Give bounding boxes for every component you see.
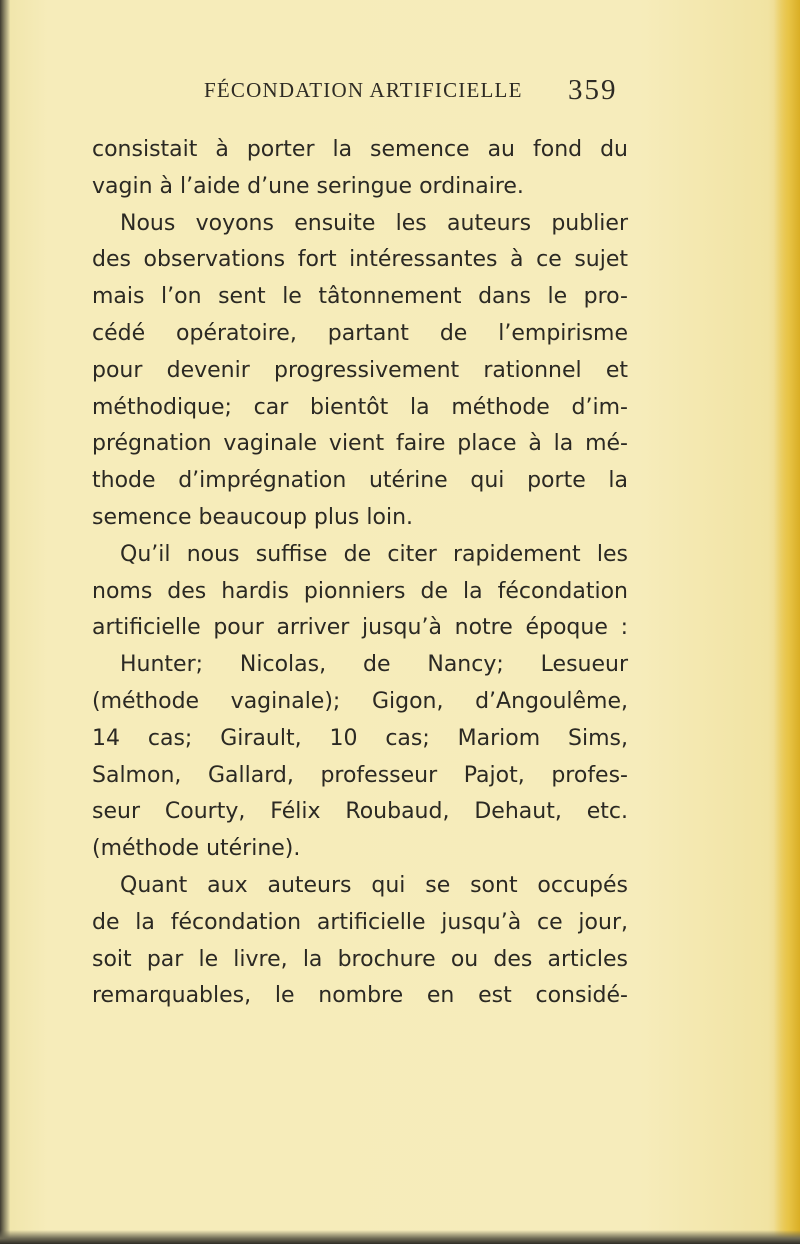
page-bottom-shadow: [0, 1230, 800, 1244]
text-line: pour devenir progressivement rationnel et: [92, 357, 628, 383]
text-line: vagin à l’aide d’une seringue ordinaire.: [92, 173, 524, 199]
paragraph: [92, 647, 628, 868]
text-line: seur Courty, Félix Roubaud, Dehaut, etc.: [92, 799, 628, 825]
body-text: [92, 132, 628, 1015]
paragraph: [92, 537, 628, 647]
page-number: 359: [568, 74, 618, 106]
paragraph: [92, 868, 628, 1015]
text-line: méthodique; car bientôt la méthode d’im-: [92, 394, 628, 420]
paragraph: [92, 206, 628, 537]
text-line: prégnation vaginale vient faire place à la mé-: [92, 431, 628, 457]
text-line: Quant aux auteurs qui se sont occupés: [120, 872, 628, 898]
text-line: 14 cas; Girault, 10 cas; Mariom Sims,: [92, 725, 628, 751]
page-left-shadow: [0, 0, 10, 1244]
running-head: [0, 76, 800, 112]
text-line: thode d’imprégnation utérine qui porte la: [92, 468, 628, 494]
text-line: Salmon, Gallard, professeur Pajot, profes-: [92, 762, 628, 788]
text-line: de la fécondation artificielle jusqu’à ce jour,: [92, 909, 628, 935]
page-right-edge-stain: [774, 0, 800, 1244]
text-line: (méthode vaginale); Gigon, d’Angoulême,: [92, 688, 628, 714]
text-line: remarquables, le nombre en est considé-: [92, 983, 628, 1009]
text-line: consistait à porter la semence au fond du: [92, 137, 628, 162]
text-line: noms des hardis pionniers de la fécondation: [92, 578, 628, 604]
text-line: Qu’il nous suffise de citer rapidement les: [120, 541, 628, 567]
text-line: Nous voyons ensuite les auteurs publier: [120, 210, 628, 236]
text-line: soit par le livre, la brochure ou des articles: [92, 946, 628, 972]
text-line: semence beaucoup plus loin.: [92, 504, 414, 530]
text-line: mais l’on sent le tâtonnement dans le pro-: [92, 284, 628, 310]
paragraph: [92, 132, 628, 206]
text-line: (méthode utérine).: [92, 836, 301, 862]
running-head-title: FÉCONDATION ARTIFICIELLE: [204, 78, 523, 102]
text-line: artificielle pour arriver jusqu’à notre époque :: [92, 615, 628, 641]
text-line: des observations fort intéressantes à ce sujet: [92, 247, 628, 273]
text-line: Hunter; Nicolas, de Nancy; Lesueur: [120, 652, 628, 678]
text-line: cédé opératoire, partant de l’empirisme: [92, 320, 628, 346]
